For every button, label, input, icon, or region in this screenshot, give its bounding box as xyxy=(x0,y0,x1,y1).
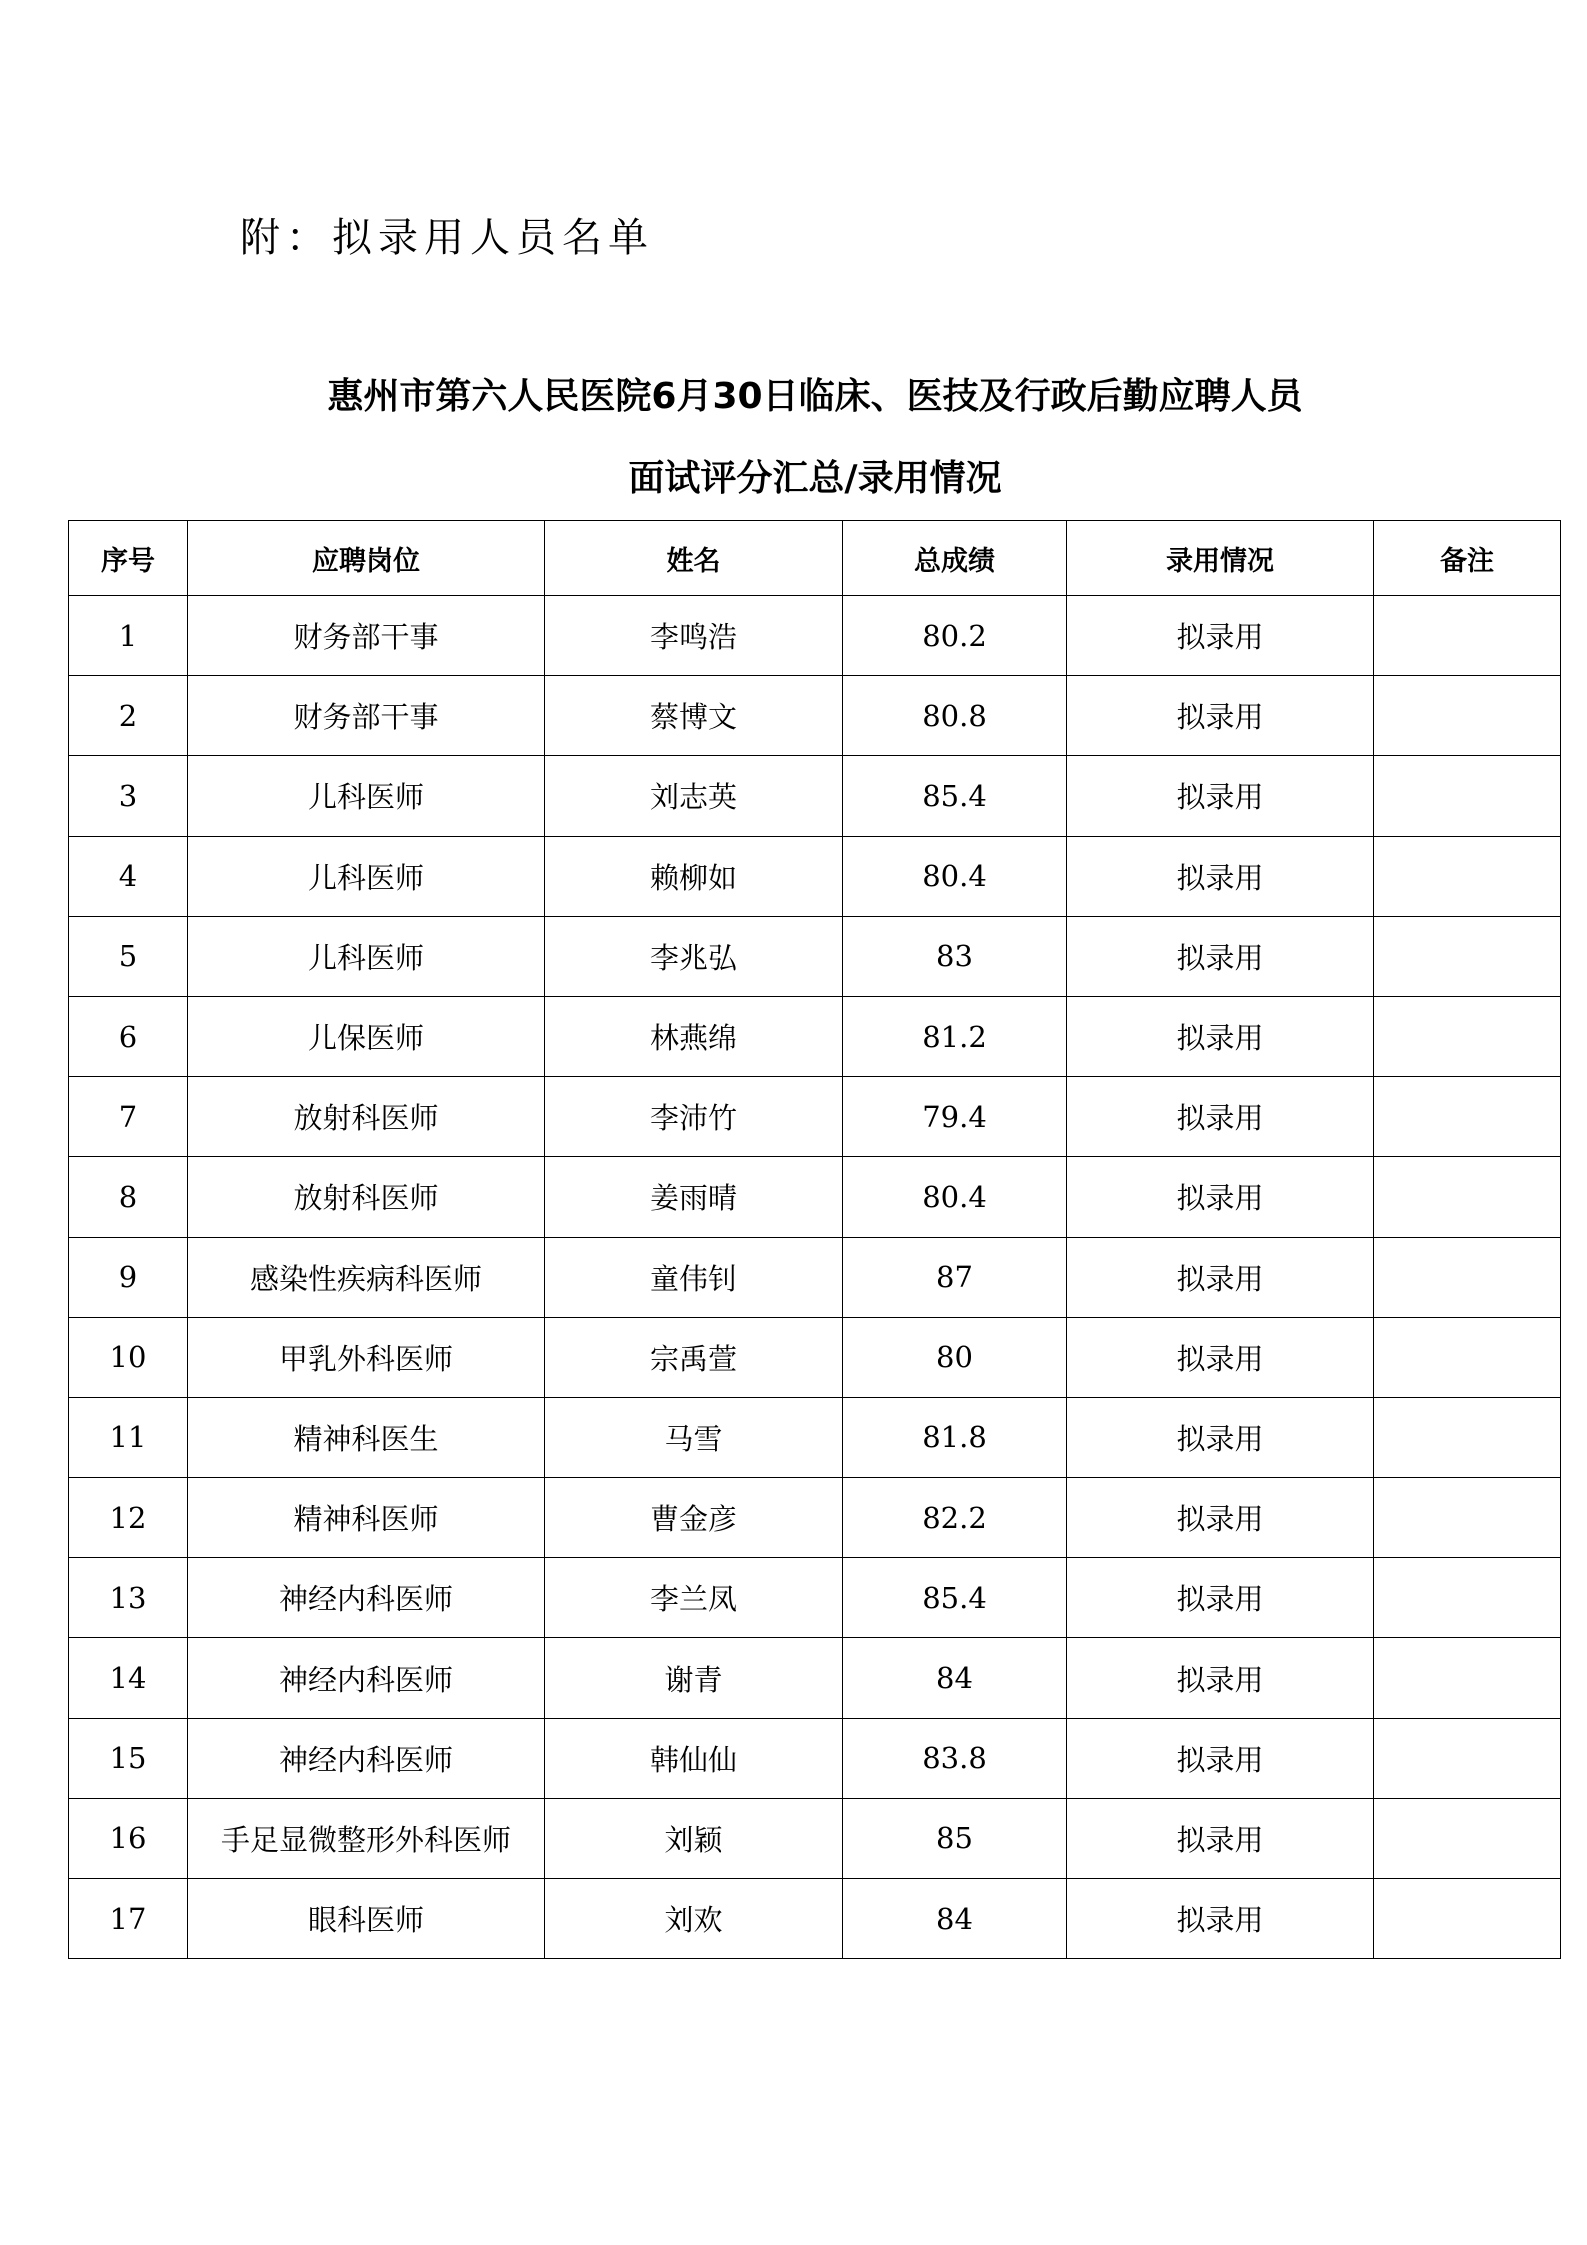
cell-status: 拟录用 xyxy=(1067,1798,1374,1878)
cell-status: 拟录用 xyxy=(1067,1478,1374,1558)
header-status: 录用情况 xyxy=(1067,521,1374,596)
table-row xyxy=(69,1478,1561,1558)
header-name: 姓名 xyxy=(545,521,843,596)
cell-status: 拟录用 xyxy=(1067,1237,1374,1317)
cell-remark xyxy=(1374,1638,1561,1718)
table-row xyxy=(69,996,1561,1076)
cell-status: 拟录用 xyxy=(1067,996,1374,1076)
cell-no: 10 xyxy=(69,1317,188,1397)
cell-status: 拟录用 xyxy=(1067,1718,1374,1798)
cell-name: 刘志英 xyxy=(545,756,843,836)
cell-position: 放射科医师 xyxy=(188,1077,545,1157)
table-row xyxy=(69,836,1561,916)
cell-score: 80 xyxy=(843,1317,1067,1397)
table-row xyxy=(69,676,1561,756)
cell-name: 李兆弘 xyxy=(545,916,843,996)
cell-score: 80.8 xyxy=(843,676,1067,756)
header-remark: 备注 xyxy=(1374,521,1561,596)
cell-score: 80.4 xyxy=(843,1157,1067,1237)
cell-no: 3 xyxy=(69,756,188,836)
cell-position: 精神科医师 xyxy=(188,1478,545,1558)
header-score: 总成绩 xyxy=(843,521,1067,596)
cell-no: 6 xyxy=(69,996,188,1076)
table-row xyxy=(69,1397,1561,1477)
cell-name: 蔡博文 xyxy=(545,676,843,756)
cell-score: 83 xyxy=(843,916,1067,996)
cell-position: 儿保医师 xyxy=(188,996,545,1076)
cell-name: 李鸣浩 xyxy=(545,596,843,676)
cell-no: 8 xyxy=(69,1157,188,1237)
cell-name: 刘欢 xyxy=(545,1879,843,1959)
cell-remark xyxy=(1374,1157,1561,1237)
cell-score: 82.2 xyxy=(843,1478,1067,1558)
cell-score: 80.4 xyxy=(843,836,1067,916)
cell-position: 眼科医师 xyxy=(188,1879,545,1959)
table-body xyxy=(69,596,1561,1959)
table-row xyxy=(69,1558,1561,1638)
cell-no: 5 xyxy=(69,916,188,996)
document-title-line2: 面试评分汇总/录用情况 xyxy=(628,458,1002,499)
cell-name: 谢青 xyxy=(545,1638,843,1718)
cell-name: 林燕绵 xyxy=(545,996,843,1076)
cell-position: 财务部干事 xyxy=(188,596,545,676)
cell-score: 81.8 xyxy=(843,1397,1067,1477)
cell-no: 15 xyxy=(69,1718,188,1798)
cell-remark xyxy=(1374,1718,1561,1798)
cell-status: 拟录用 xyxy=(1067,756,1374,836)
cell-name: 马雪 xyxy=(545,1397,843,1477)
cell-name: 姜雨晴 xyxy=(545,1157,843,1237)
header-position: 应聘岗位 xyxy=(188,521,545,596)
cell-no: 14 xyxy=(69,1638,188,1718)
cell-no: 7 xyxy=(69,1077,188,1157)
cell-remark xyxy=(1374,996,1561,1076)
cell-status: 拟录用 xyxy=(1067,1879,1374,1959)
cell-status: 拟录用 xyxy=(1067,916,1374,996)
cell-no: 1 xyxy=(69,596,188,676)
header-no: 序号 xyxy=(69,521,188,596)
candidate-table xyxy=(68,520,1561,1959)
cell-position: 儿科医师 xyxy=(188,836,545,916)
attachment-title: 附：拟录用人员名单 xyxy=(240,215,654,261)
cell-status: 拟录用 xyxy=(1067,1077,1374,1157)
cell-position: 精神科医生 xyxy=(188,1397,545,1477)
cell-remark xyxy=(1374,756,1561,836)
cell-score: 84 xyxy=(843,1638,1067,1718)
cell-remark xyxy=(1374,676,1561,756)
cell-score: 85.4 xyxy=(843,1558,1067,1638)
cell-score: 81.2 xyxy=(843,996,1067,1076)
cell-name: 童伟钊 xyxy=(545,1237,843,1317)
cell-no: 16 xyxy=(69,1798,188,1878)
cell-position: 财务部干事 xyxy=(188,676,545,756)
cell-score: 80.2 xyxy=(843,596,1067,676)
cell-score: 85 xyxy=(843,1798,1067,1878)
table-row xyxy=(69,1237,1561,1317)
cell-score: 85.4 xyxy=(843,756,1067,836)
cell-status: 拟录用 xyxy=(1067,836,1374,916)
cell-name: 赖柳如 xyxy=(545,836,843,916)
cell-name: 宗禹萱 xyxy=(545,1317,843,1397)
cell-no: 13 xyxy=(69,1558,188,1638)
cell-status: 拟录用 xyxy=(1067,596,1374,676)
cell-status: 拟录用 xyxy=(1067,1558,1374,1638)
table-row xyxy=(69,1718,1561,1798)
cell-position: 甲乳外科医师 xyxy=(188,1317,545,1397)
cell-no: 2 xyxy=(69,676,188,756)
cell-position: 儿科医师 xyxy=(188,916,545,996)
table-row xyxy=(69,1077,1561,1157)
cell-no: 4 xyxy=(69,836,188,916)
cell-position: 手足显微整形外科医师 xyxy=(188,1798,545,1878)
cell-remark xyxy=(1374,596,1561,676)
cell-position: 神经内科医师 xyxy=(188,1718,545,1798)
cell-name: 刘颖 xyxy=(545,1798,843,1878)
cell-name: 韩仙仙 xyxy=(545,1718,843,1798)
cell-score: 83.8 xyxy=(843,1718,1067,1798)
table-row xyxy=(69,1798,1561,1878)
cell-name: 曹金彦 xyxy=(545,1478,843,1558)
cell-score: 87 xyxy=(843,1237,1067,1317)
document-title-line1: 惠州市第六人民医院6月30日临床、医技及行政后勤应聘人员 xyxy=(327,376,1303,417)
cell-no: 9 xyxy=(69,1237,188,1317)
cell-position: 感染性疾病科医师 xyxy=(188,1237,545,1317)
cell-remark xyxy=(1374,1798,1561,1878)
cell-remark xyxy=(1374,916,1561,996)
cell-remark xyxy=(1374,1879,1561,1959)
cell-status: 拟录用 xyxy=(1067,1317,1374,1397)
cell-name: 李兰凤 xyxy=(545,1558,843,1638)
table-row xyxy=(69,916,1561,996)
table-row xyxy=(69,596,1561,676)
cell-status: 拟录用 xyxy=(1067,1397,1374,1477)
cell-remark xyxy=(1374,1317,1561,1397)
cell-no: 11 xyxy=(69,1397,188,1477)
cell-no: 17 xyxy=(69,1879,188,1959)
cell-position: 儿科医师 xyxy=(188,756,545,836)
cell-position: 神经内科医师 xyxy=(188,1558,545,1638)
cell-score: 79.4 xyxy=(843,1077,1067,1157)
cell-score: 84 xyxy=(843,1879,1067,1959)
cell-position: 神经内科医师 xyxy=(188,1638,545,1718)
cell-status: 拟录用 xyxy=(1067,1638,1374,1718)
cell-position: 放射科医师 xyxy=(188,1157,545,1237)
cell-status: 拟录用 xyxy=(1067,676,1374,756)
table-row xyxy=(69,1157,1561,1237)
cell-name: 李沛竹 xyxy=(545,1077,843,1157)
cell-remark xyxy=(1374,1478,1561,1558)
cell-status: 拟录用 xyxy=(1067,1157,1374,1237)
table-row xyxy=(69,756,1561,836)
cell-remark xyxy=(1374,1397,1561,1477)
table-header-row xyxy=(69,521,1561,596)
cell-remark xyxy=(1374,836,1561,916)
table-row xyxy=(69,1638,1561,1718)
cell-remark xyxy=(1374,1237,1561,1317)
table-row xyxy=(69,1317,1561,1397)
table-row xyxy=(69,1879,1561,1959)
cell-remark xyxy=(1374,1077,1561,1157)
cell-no: 12 xyxy=(69,1478,188,1558)
cell-remark xyxy=(1374,1558,1561,1638)
